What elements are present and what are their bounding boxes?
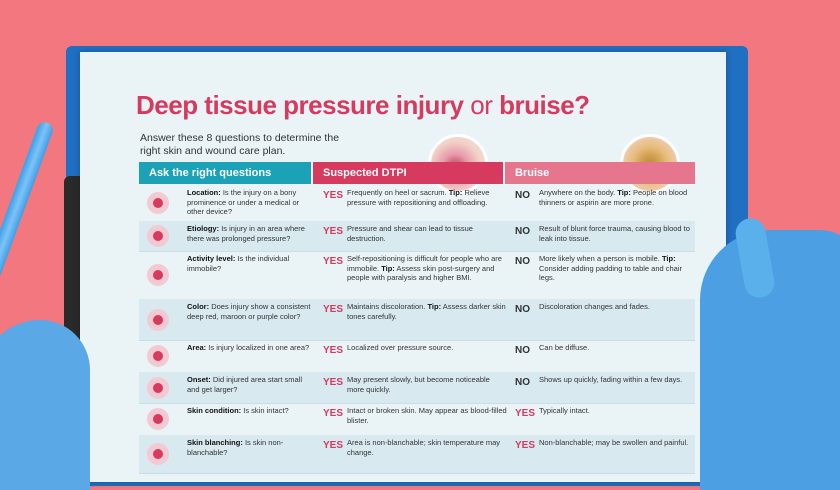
dtpi-text: [347, 406, 507, 425]
bruise-text: [539, 302, 699, 312]
question-text: [187, 438, 311, 457]
bruise-text: [539, 438, 699, 448]
question-text: [187, 188, 311, 217]
question-body: Is skin intact?: [243, 406, 289, 415]
dtpi-answer: YES: [323, 226, 344, 237]
dtpi-answer: YES: [323, 440, 344, 451]
bruise-text: [539, 375, 699, 385]
question-body: Does injury show a consistent deep red, maroon or purple color?: [187, 302, 311, 321]
bruise-tip-label: Tip:: [661, 254, 676, 263]
question-icon: [147, 264, 169, 286]
dtpi-body: Self-repositioning is difficult for people who are immobile.: [347, 254, 502, 273]
left-glove: [0, 320, 90, 490]
question-icon: [147, 225, 169, 247]
question-body: Is the individual immobile?: [187, 254, 290, 273]
page-title: [136, 90, 590, 121]
title-part-2: bruise?: [499, 90, 590, 120]
dtpi-answer: YES: [323, 377, 344, 388]
dtpi-text: [347, 375, 507, 394]
question-icon: [147, 309, 169, 331]
title-part-1: Deep tissue pressure injury: [136, 90, 464, 120]
dtpi-tip: Assess darker skin tones carefully.: [347, 302, 506, 321]
dtpi-tip-label: Tip:: [381, 263, 395, 273]
bruise-text: [539, 343, 699, 353]
dtpi-body: Frequently on heel or sacrum.: [347, 188, 447, 197]
bruise-answer: NO: [515, 377, 530, 388]
dtpi-text: [347, 343, 507, 353]
question-label: Area:: [187, 343, 207, 352]
infographic-sheet: [80, 52, 726, 482]
question-label: Onset:: [187, 375, 211, 384]
table-row: [139, 403, 695, 436]
bruise-answer: NO: [515, 304, 530, 315]
table-row: [139, 340, 695, 373]
dtpi-body: Localized over pressure source.: [347, 343, 454, 352]
question-label: Skin condition:: [187, 406, 242, 415]
question-icon: [147, 443, 169, 465]
dtpi-tip: Assess skin post-surgery and people with paralysis and higher BMI.: [347, 263, 495, 282]
bruise-answer: YES: [515, 440, 536, 451]
question-icon: [147, 345, 169, 367]
dtpi-body: May present slowly, but become noticeable more quickly.: [347, 375, 490, 394]
table-row: [139, 185, 695, 222]
dtpi-body: Area is non-blanchable; skin temperature may change.: [347, 438, 500, 457]
question-icon: [147, 377, 169, 399]
question-body: Did injured area start small and get larger?: [187, 375, 303, 394]
dtpi-body: Intact or broken skin. May appear as blood-filled blister.: [347, 406, 507, 425]
intro-text: Answer these 8 questions to determine the right skin and wound care plan.: [140, 132, 340, 157]
dtpi-text: [347, 224, 507, 243]
question-text: [187, 224, 311, 243]
table-row: [139, 221, 695, 252]
question-label: Skin blanching:: [187, 438, 243, 447]
bruise-answer: NO: [515, 190, 530, 201]
bruise-body: Discoloration changes and fades.: [539, 302, 650, 311]
bruise-text: [539, 254, 699, 283]
bruise-text: [539, 188, 699, 207]
bruise-text: [539, 224, 699, 243]
bruise-body: Shows up quickly, fading within a few days.: [539, 375, 683, 384]
dtpi-answer: YES: [323, 408, 344, 419]
dtpi-answer: YES: [323, 190, 344, 201]
bruise-tip: People on blood thinners or aspirin are more prone.: [539, 188, 688, 207]
bruise-answer: NO: [515, 345, 530, 356]
question-label: Color:: [187, 302, 210, 311]
bruise-answer: NO: [515, 256, 530, 267]
bruise-body: Typically intact.: [539, 406, 590, 415]
bruise-body: Result of blunt force trauma, causing blood to leak into tissue.: [539, 224, 690, 243]
question-label: Location:: [187, 188, 221, 197]
dtpi-answer: YES: [323, 304, 344, 315]
question-text: [187, 254, 311, 273]
question-body: Is skin non-blanchable?: [187, 438, 284, 457]
bruise-body: More likely when a person is mobile.: [539, 254, 660, 263]
question-text: [187, 406, 311, 416]
dtpi-text: [347, 302, 507, 321]
question-icon: [147, 408, 169, 430]
dtpi-tip: Relieve pressure with repositioning and offloading.: [347, 188, 490, 207]
table-row: [139, 299, 695, 341]
bruise-answer: YES: [515, 408, 536, 419]
bruise-body: Anywhere on the body.: [539, 188, 616, 197]
dtpi-text: [347, 438, 507, 457]
header-dtpi: Suspected DTPI: [313, 162, 503, 184]
dtpi-body: Pressure and shear can lead to tissue destruction.: [347, 224, 473, 243]
question-body: Is the injury on a bony prominence or under a medical or other device?: [187, 188, 300, 216]
header-questions: Ask the right questions: [139, 162, 311, 184]
title-or: or: [470, 90, 493, 120]
question-body: Is injury localized in one area?: [208, 343, 310, 352]
bruise-tip: Consider adding padding to table and chair legs.: [539, 263, 683, 282]
question-label: Etiology:: [187, 224, 220, 233]
question-label: Activity level:: [187, 254, 236, 263]
bruise-text: [539, 406, 699, 416]
table-row: [139, 372, 695, 404]
dtpi-answer: YES: [323, 345, 344, 356]
bruise-body: Can be diffuse.: [539, 343, 590, 352]
dtpi-body: Maintains discoloration.: [347, 302, 426, 311]
question-icon: [147, 192, 169, 214]
dtpi-tip-label: Tip:: [448, 188, 463, 197]
dtpi-text: [347, 254, 507, 283]
table-row: [139, 435, 695, 474]
table-row: [139, 251, 695, 300]
question-body: Is injury in an area where there was prolonged pressure?: [187, 224, 305, 243]
question-text: [187, 302, 311, 321]
dtpi-text: [347, 188, 507, 207]
dtpi-tip-label: Tip:: [427, 302, 442, 311]
dtpi-answer: YES: [323, 256, 344, 267]
bruise-answer: NO: [515, 226, 530, 237]
bruise-body: Non-blanchable; may be swollen and painful.: [539, 438, 689, 447]
question-text: [187, 375, 311, 394]
question-text: [187, 343, 311, 353]
header-bruise: Bruise: [505, 162, 695, 184]
bruise-tip-label: Tip:: [617, 188, 631, 197]
